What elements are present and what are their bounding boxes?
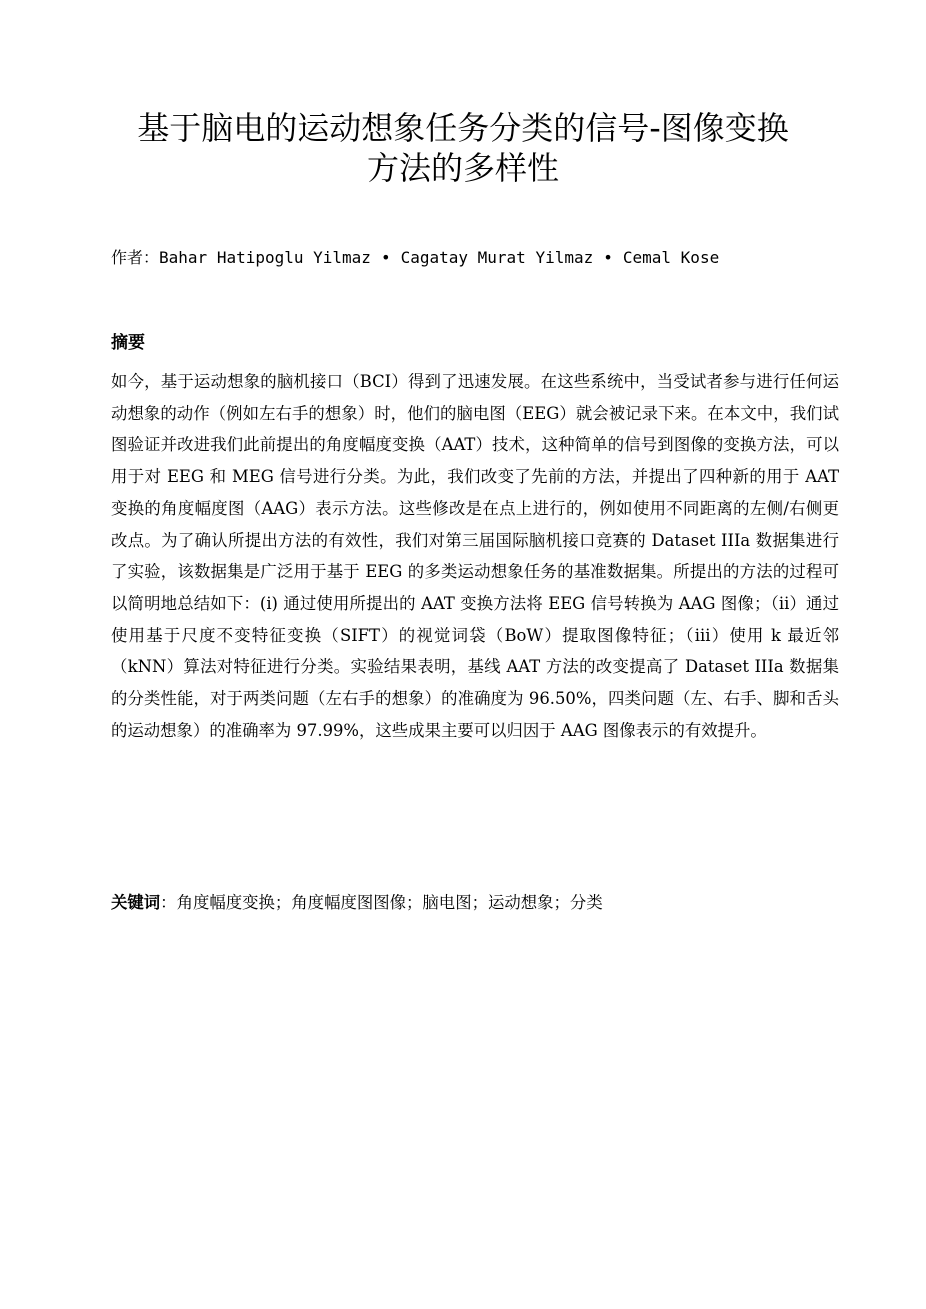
author-name: Cagatay Murat Yilmaz — [400, 248, 594, 267]
author-name: Cemal Kose — [622, 248, 720, 267]
keywords-separator: ： — [160, 893, 177, 912]
abstract-text: 如今，基于运动想象的脑机接口（BCI）得到了迅速发展。在这些系统中，当受试者参与进行任何运动想象的动作（例如左右手的想象）时，他们的脑电图（EEG）就会被记录下来。在本文中，我们试图验证并改进我们此前提出的角度幅度变换（AAT）技术，这种简单的信号到图像的变换方法，可以用于对 EEG 和 MEG 信号进行分类。为此，我们改变了先前的方法，并提出了四种新的用于 AAT 变换的角度幅度图（AAG）表示方法。这些修改是在点上进行的，例如使用不同距离的左侧/右侧更改点。为了确认所提出方法的有效性，我们对第三届国际脑机接口竞赛的 Dataset IIIa 数据集进行了实验，该数据集是广泛用于基于 EEG 的多类运动想象任务的基准数据集。所提出的方法的过程可以简明地总结如下：(i) 通过使用所提出的 AAT 变换方法将 EEG 信号转换为 AAG 图像；（ii）通过使用基于尺度不变特征变换（SIFT）的视觉词袋（BoW）提取图像特征；（iii）使用 k 最近邻（kNN）算法对特征进行分类。实验结果表明，基线 AAT 方法的改变提高了 Dataset IIIa 数据集的分类性能，对于两类问题（左右手的想象）的准确度为 96.50%，四类问题（左、右手、脚和舌头的运动想象）的准确率为 97.99%，这些成果主要可以归因于 AAG 图像表示的有效提升。 — [111, 372, 839, 740]
keywords-label: 关键词 — [111, 893, 161, 912]
abstract-heading: 摘要 — [111, 333, 145, 353]
keywords-line — [111, 891, 839, 915]
author-separator: • — [380, 248, 391, 267]
author-line — [111, 247, 851, 269]
paper-title — [80, 108, 846, 188]
paper-title-line-2: 方法的多样性 — [366, 149, 559, 187]
author-prefix: 作者： — [111, 248, 160, 267]
paper-title-line-1: 基于脑电的运动想象任务分类的信号-图像变换 — [137, 109, 789, 147]
keywords-text: 角度幅度变换；角度幅度图图像；脑电图；运动想象；分类 — [176, 893, 603, 912]
author-name: Bahar Hatipoglu Yilmaz — [159, 248, 371, 267]
author-separator: • — [603, 248, 613, 267]
